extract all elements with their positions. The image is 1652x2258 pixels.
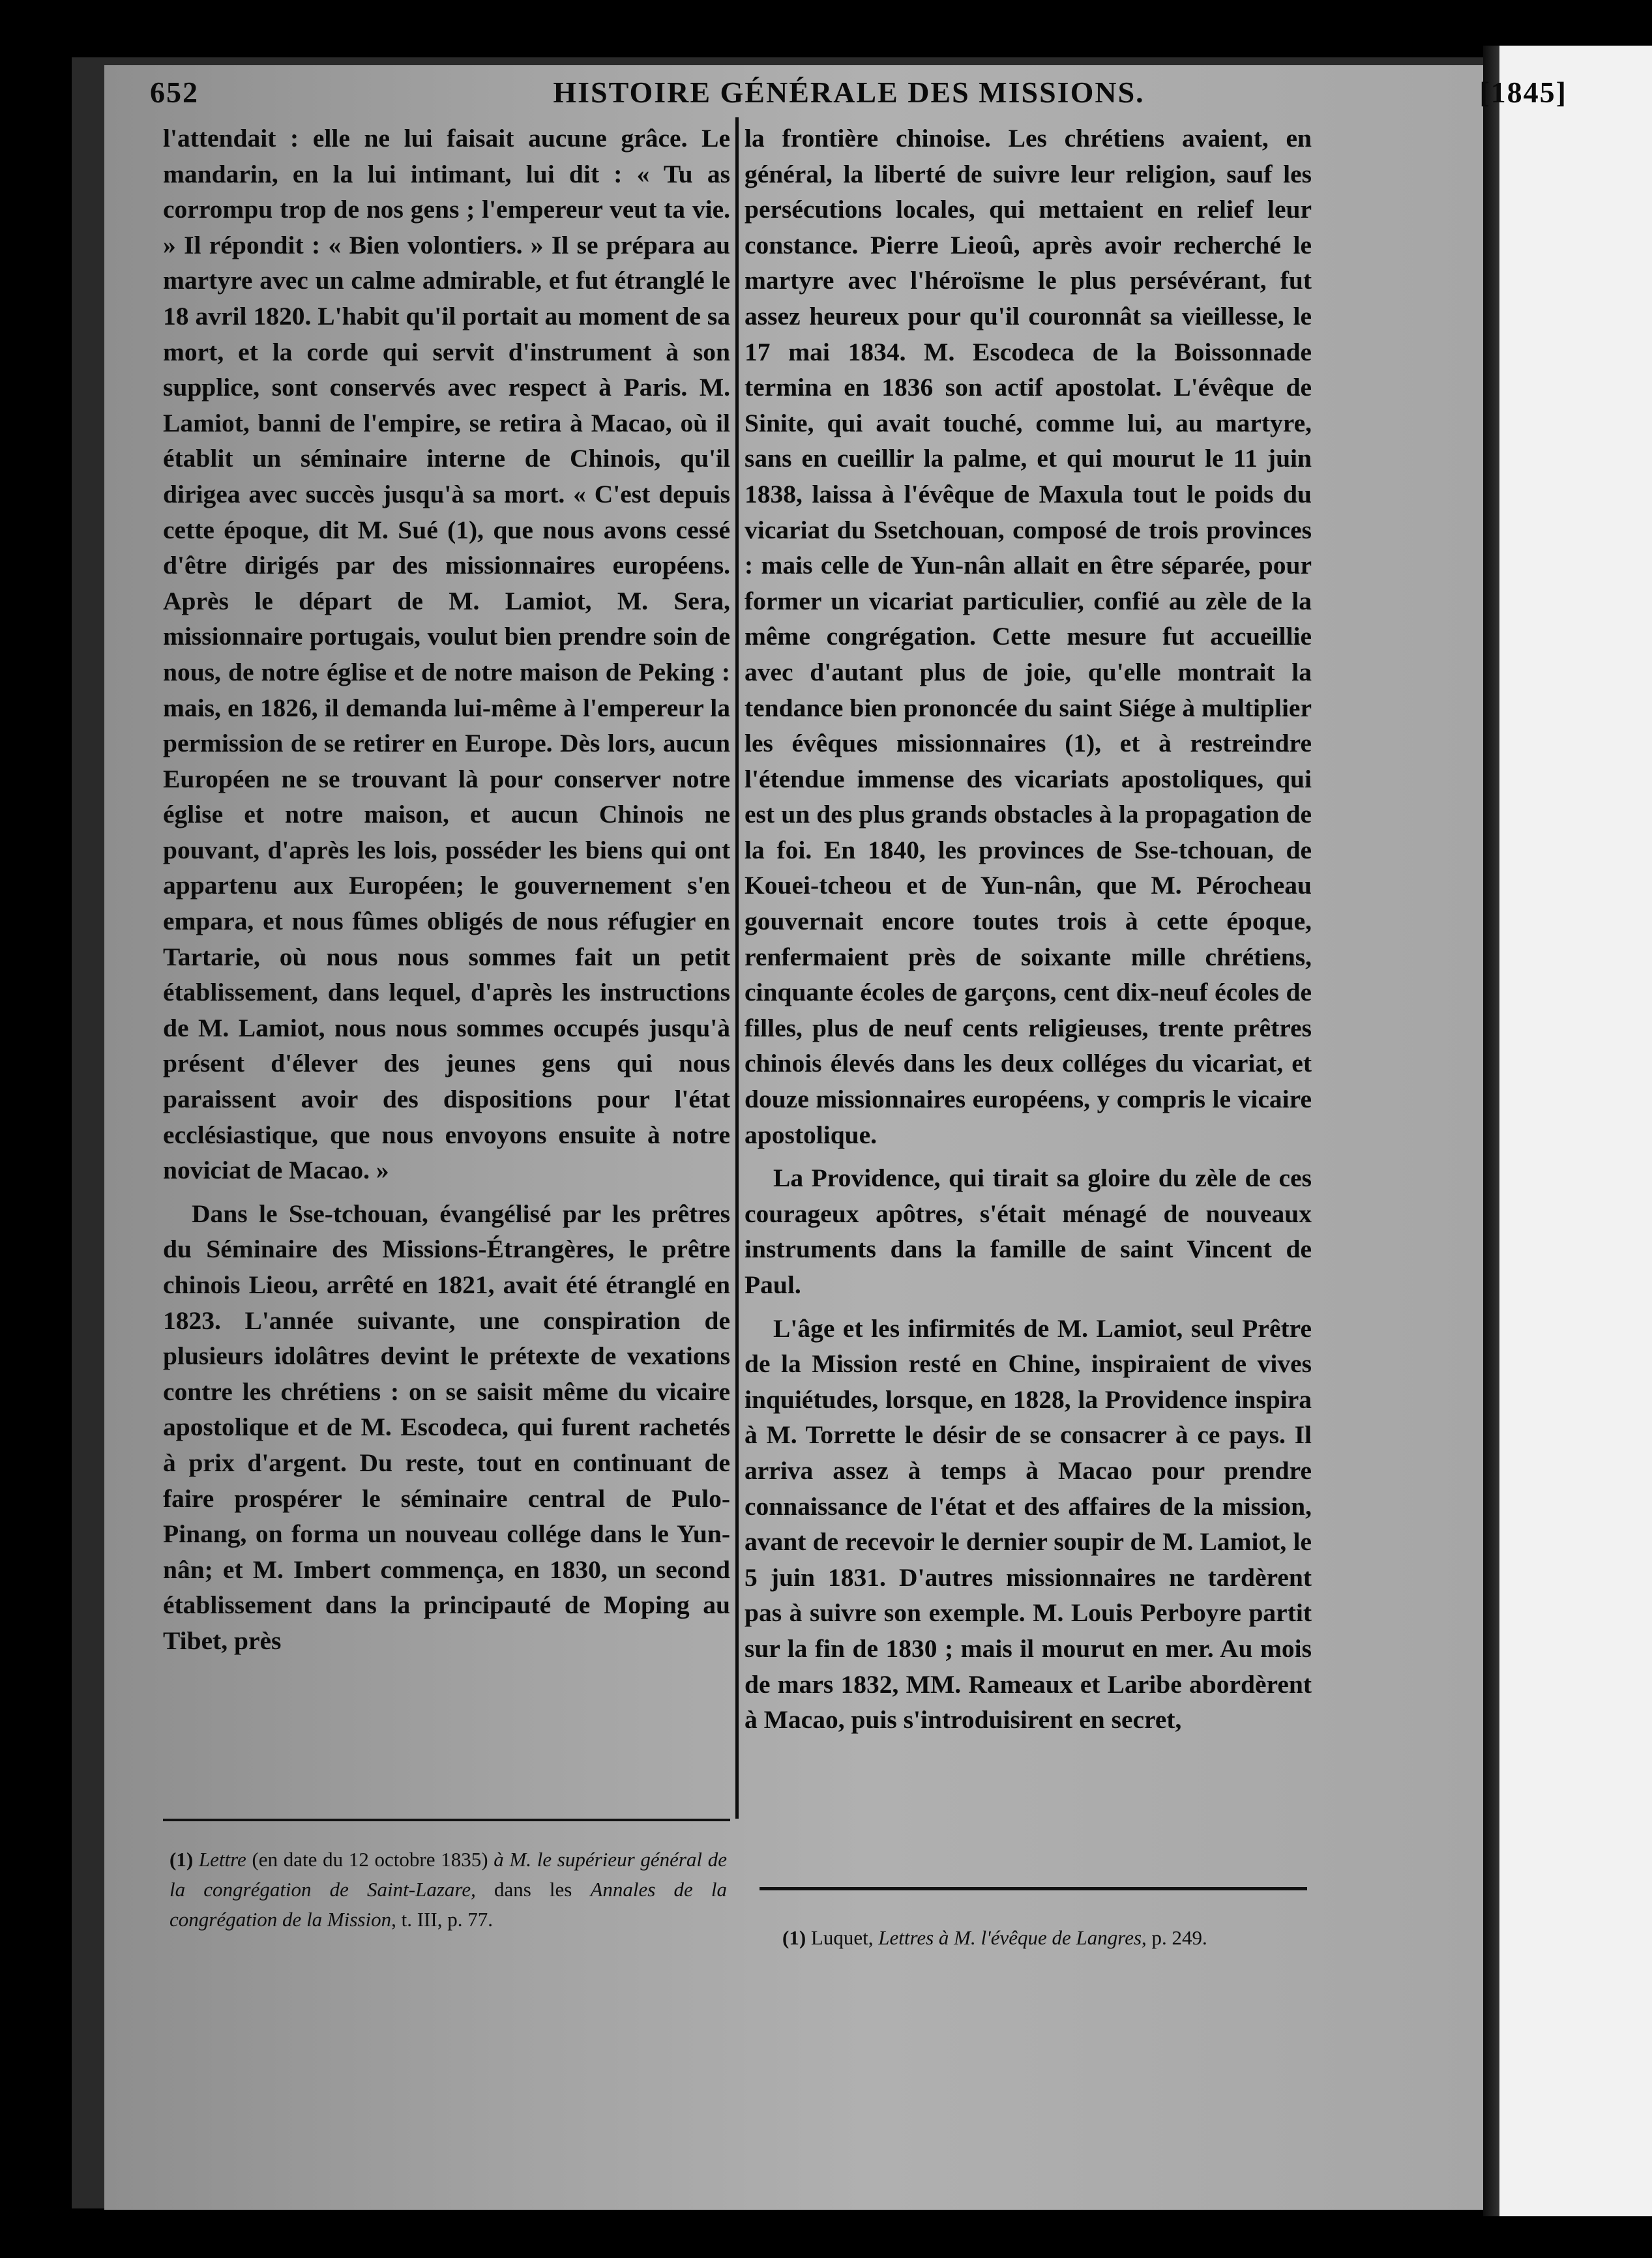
footnote-text: , t. III, p. 77. bbox=[391, 1908, 493, 1931]
footnote-right bbox=[782, 1923, 1317, 1953]
paragraph: Dans le Sse-tchouan, évangélisé par les prêtres du Séminaire des Missions-Étrangères, le prêtre chinois Lieou, arrêté en 1821, avait été étranglé en 1823. L'année suivante, une conspiration de plusieurs idolâtres devint le prétexte de vexations contre les chrétiens : on se saisit même du vicaire apostolique et de M. Escodeca, qui furent rachetés à prix d'argent. Du reste, tout en continuant de faire prospérer le séminaire central de Pulo-Pinang, on forma un nouveau collége dans le Yun-nân; et M. Imbert commença, en 1830, un second établissement dans la principauté de Moping au Tibet, près bbox=[163, 1199, 730, 1655]
footnote-rule bbox=[760, 1887, 1307, 1890]
paragraph: l'attendait : elle ne lui faisait aucune grâce. Le mandarin, en la lui intimant, lui dit : « Tu as corrompu trop de nos gens ; l'empereur veut ta vie. » Il répondit : « Bien volontiers. » Il se prépara au martyre avec un calme admirable, et fut étranglé le 18 avril 1820. L'habit qu'il portait au moment de sa mort, et la corde qui servit d'instrument à son supplice, sont conservés avec respect à Paris. M. Lamiot, banni de l'empire, se retira à Macao, où il établit un séminaire interne de Chinois, qu'il dirigea avec succès jusqu'à sa mort. « C'est depuis cette époque, dit M. Sué (1), que nous avons cessé d'être dirigés par des missionnaires européens. Après le départ de M. Lamiot, M. Sera, missionnaire portugais, voulut bien prendre soin de nous, de notre église et de notre maison de Peking : mais, en 1826, il demanda lui-même à l'empereur la permission de se retirer en Europe. Dès lors, aucun Européen ne se trouvant là pour conserver notre église et notre maison, et aucun Chinois ne pouvant, d'après les lois, posséder les biens qui ont appartenu aux Européen; le gouvernement s'en empara, et nous fûmes obligés de nous réfugier en Tartarie, où nous nous sommes fait un petit établissement, dans lequel, d'après les instructions de M. Lamiot, nous nous sommes occupés jusqu'à présent d'élever des jeunes gens qui nous paraissent avoir des dispositions pour l'état ecclésiastique, que nous envoyons ensuite à notre noviciat de Macao. » bbox=[163, 124, 730, 1185]
right-column bbox=[745, 121, 1312, 1738]
footnote-text: Annales de la congrégation de la Mission bbox=[170, 1878, 727, 1931]
paragraph: L'âge et les infirmités de M. Lamiot, seul Prêtre de la Mission resté en Chine, inspiraient de vives inquiétudes, lorsque, en 1828, la Providence inspira à M. Torrette le désir de se consacrer à ce pays. Il arriva assez à temps à Macao pour prendre connaissance de l'état et des affaires de la mission, avant de recevoir le dernier soupir de M. Lamiot, le 5 juin 1831. D'autres missionnaires ne tardèrent pas à suivre son exemple. M. Louis Perboyre partit sur la fin de 1830 ; mais il mourut en mer. Au mois de mars 1832, MM. Rameaux et Laribe abordèrent à Macao, puis s'introduisirent en secret, bbox=[745, 1313, 1312, 1735]
footnote-left bbox=[170, 1845, 727, 1935]
footnote-text: dans les bbox=[475, 1878, 591, 1901]
page-number: 652 bbox=[150, 76, 199, 109]
paragraph: La Providence, qui tirait sa gloire du zèle de ces courageux apôtres, s'était ménagé de nouveaux instruments dans la famille de saint Vincent de Paul. bbox=[745, 1164, 1312, 1299]
footnote-rule bbox=[163, 1819, 730, 1821]
facing-page-edge bbox=[1499, 46, 1652, 2216]
running-title: HISTOIRE GÉNÉRALE DES MISSIONS. bbox=[553, 76, 1145, 109]
running-year: [1845] bbox=[1479, 76, 1567, 109]
footnote-text: Lettres à M. l'évêque de Langres bbox=[878, 1926, 1142, 1949]
column-divider bbox=[735, 117, 739, 1819]
footnote-text: Lettre bbox=[198, 1848, 246, 1871]
left-column bbox=[163, 121, 730, 1659]
footnote-text: , p. 249. bbox=[1142, 1926, 1207, 1949]
footnote-marker: (1) bbox=[170, 1848, 194, 1871]
footnote-text: Luquet, bbox=[806, 1926, 879, 1949]
footnote-text: (en date du 12 octobre 1835) bbox=[246, 1848, 494, 1871]
running-head bbox=[130, 75, 1567, 121]
paragraph: la frontière chinoise. Les chrétiens avaient, en général, la liberté de suivre leur religion, sauf les persécutions locales, qui mettaient en relief leur constance. Pierre Lieoû, après avoir recherché le martyre avec l'héroïsme le plus persévérant, fut assez heureux pour qu'il couronnât sa vieillesse, le 17 mai 1834. M. Escodeca de la Boissonnade termina en 1836 son actif apostolat. L'évêque de Sinite, qui avait touché, comme lui, au martyre, sans en cueillir la palme, et qui mourut le 11 juin 1838, laissa à l'évêque de Maxula tout le poids du vicariat du Ssetchouan, composé de trois provinces : mais celle de Yun-nân allait en être séparée, pour former un vicariat particulier, confié au zèle de la même congrégation. Cette mesure fut accueillie avec d'autant plus de joie, qu'elle montrait la tendance bien prononcée du saint Siége à multiplier les évêques missionnaires (1), et à restreindre l'étendue immense des vicariats apostoliques, qui est un des plus grands obstacles à la propagation de la foi. En 1840, les provinces de Sse-tchouan, de Kouei-tcheou et de Yun-nân, que M. Pérocheau gouvernait encore toutes trois à cette époque, renfermaient près de soixante mille chrétiens, cinquante écoles de garçons, cent dix-neuf écoles de filles, plus de neuf cents religieuses, trente prêtres chinois élevés dans les deux colléges du vicariat, et douze missionnaires européens, y compris le vicaire apostolique. bbox=[745, 124, 1312, 1149]
footnote-text: à M. le supérieur général de la congrégation de Saint-Lazare, bbox=[170, 1848, 727, 1901]
footnote-marker: (1) bbox=[782, 1926, 806, 1949]
